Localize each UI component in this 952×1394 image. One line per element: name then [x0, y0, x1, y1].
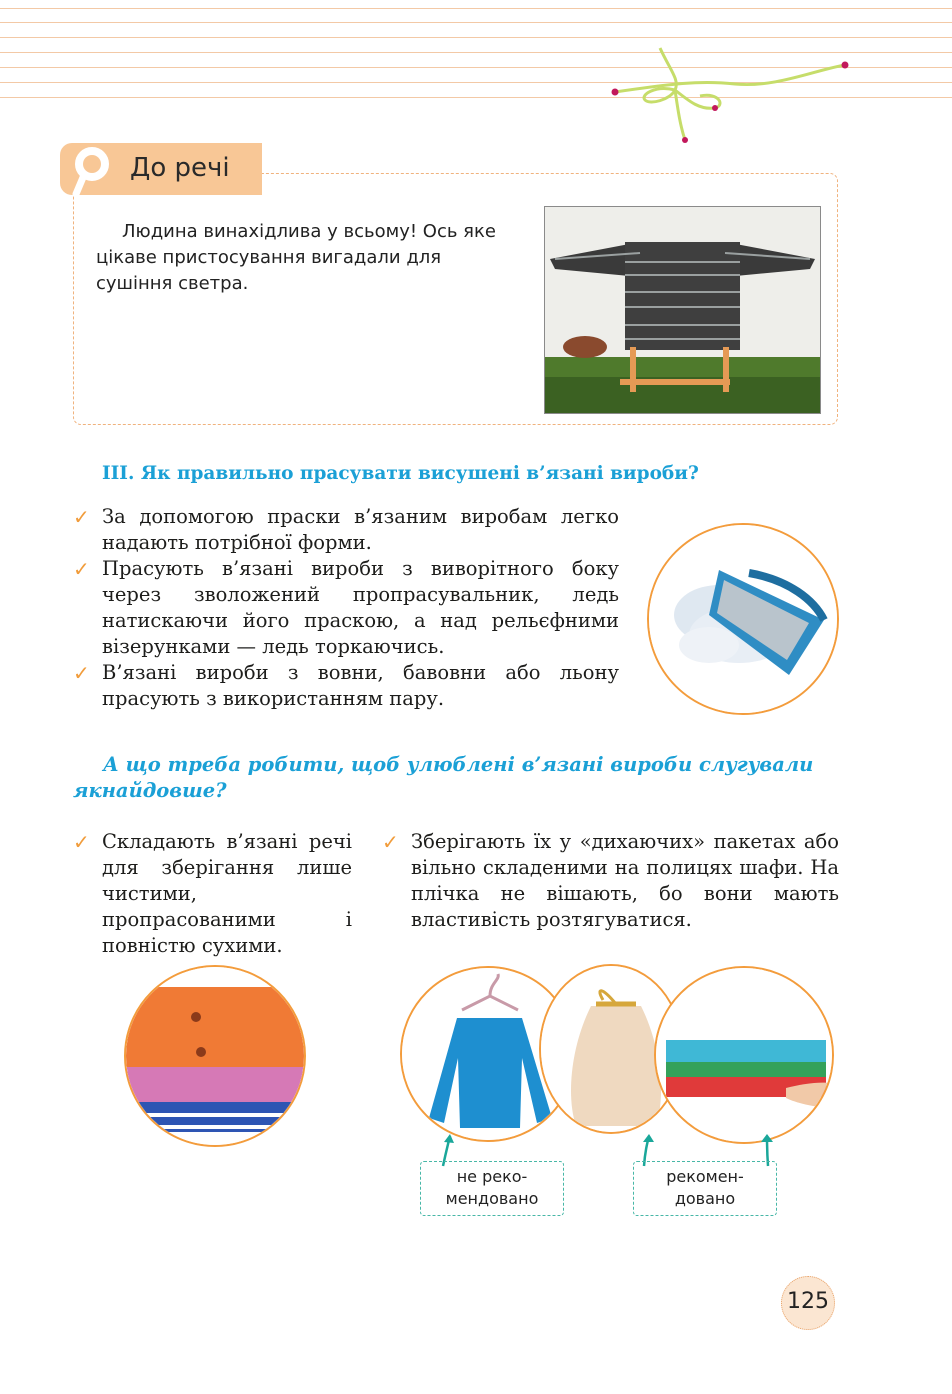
list-item: ✓ За допомогою праски в’язаним виробам легко надають потрібної форми.	[73, 505, 619, 554]
fact-title: До речі	[130, 153, 230, 183]
list-item: ✓ Прасують в’язані вироби з виворітного боку через зволожений пропрасувальник, ледь натискаючи його праскою, а над рельєфними візерунками — ледь торкаючись.	[73, 557, 619, 658]
storage-left-text: ✓ Складають в’язані речі для зберігання лише чистими, пропрасованими і повністю сухими.	[73, 830, 352, 957]
recommended-label: рекомен- довано	[633, 1161, 777, 1216]
storage-question: А що треба робити, щоб улюблені в’язані вироби слугували якнайдовше?	[73, 753, 814, 802]
folded-clothes-shelf-image	[654, 966, 834, 1144]
storage-right-text: ✓ Зберігають їх у «дихаючих» пакетах або вільно складеними на полицях шафи. На плічка не вішають, бо вони мають властивість розтягуватися.	[382, 830, 839, 931]
list-item: ✓ В’язані вироби з вовни, бавовни або льону прасують з використанням пару.	[73, 661, 619, 710]
check-icon: ✓	[73, 505, 90, 529]
check-icon: ✓	[73, 557, 90, 581]
ironing-tips-list	[73, 504, 619, 712]
not-recommended-label: не реко- мендовано	[420, 1161, 564, 1216]
section-heading: III. Як правильно прасувати висушені в’язані вироби?	[102, 463, 699, 484]
check-icon: ✓	[73, 830, 90, 854]
fact-text: Людина винахідлива у всьому! Ось яке цікаве пристосування вигадали для сушіння светра.	[96, 221, 496, 294]
check-icon: ✓	[382, 830, 399, 854]
page-number: 125	[781, 1276, 835, 1330]
magnifier-icon	[70, 144, 118, 198]
sweater-drying-photo	[544, 206, 821, 414]
check-icon: ✓	[73, 661, 90, 685]
folded-sweaters-image	[124, 965, 306, 1147]
iron-image	[647, 523, 839, 715]
ribbon-bow-icon	[600, 40, 860, 150]
